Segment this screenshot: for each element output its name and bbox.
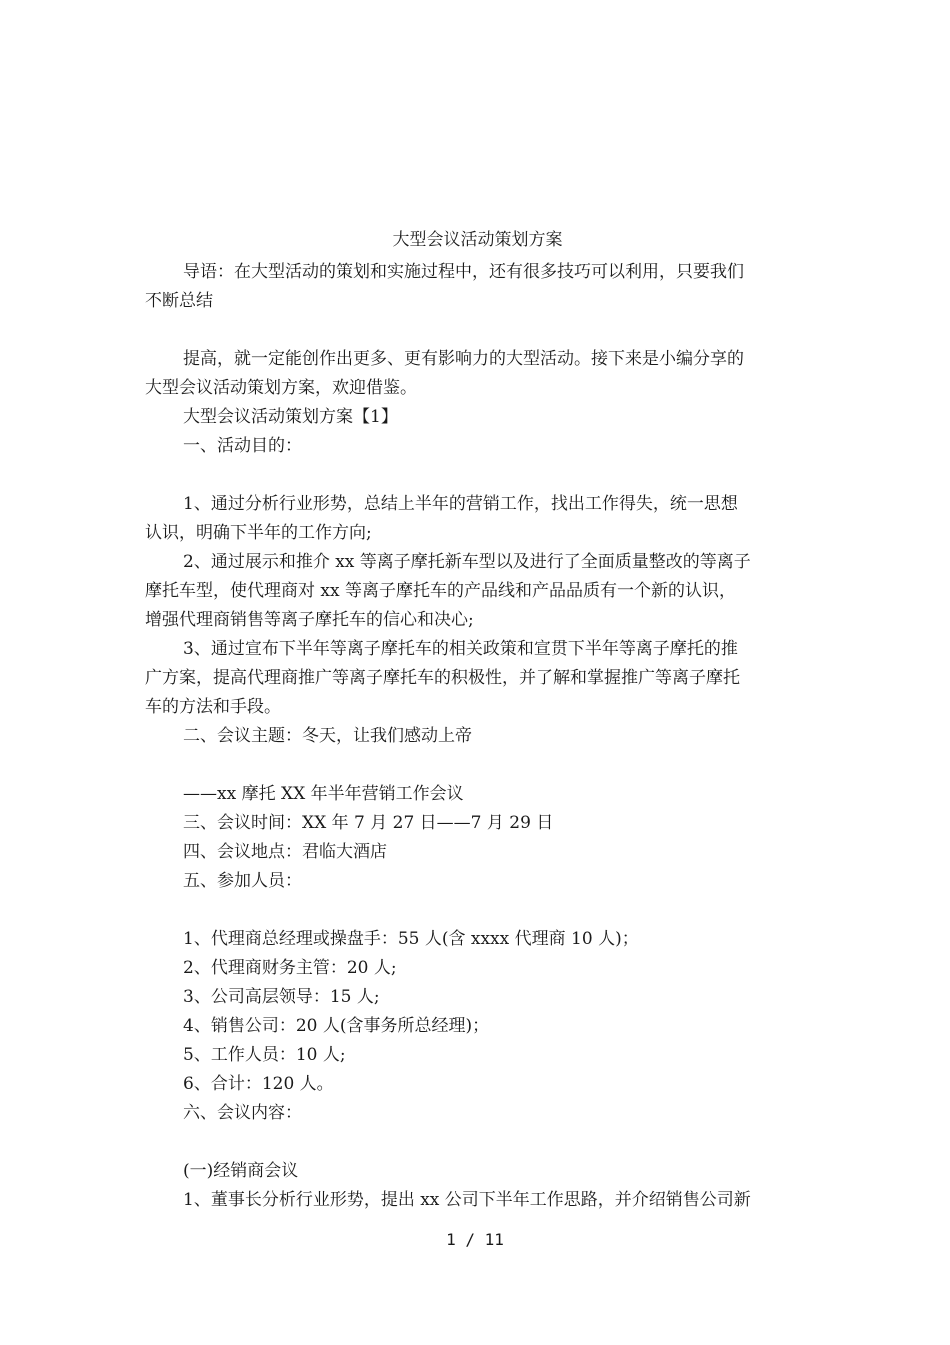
purpose-3-line-2: 广方案，提高代理商推广等离子摩托车的积极性，并了解和掌握推广等离子摩托 — [145, 668, 740, 688]
purpose-1-line-1: 1、通过分析行业形势，总结上半年的营销工作，找出工作得失，统一思想 — [183, 494, 738, 514]
purpose-2-line-2: 摩托车型，使代理商对 xx 等离子摩托车的产品线和产品品质有一个新的认识， — [145, 581, 736, 601]
blank-line — [145, 896, 810, 925]
blank-line — [145, 1128, 810, 1157]
blank-line — [145, 461, 810, 490]
intro-line-4: 大型会议活动策划方案，欢迎借鉴。 — [145, 378, 417, 398]
participant-item-5: 5、工作人员：10 人; — [183, 1045, 346, 1065]
intro-line-3: 提高，就一定能创作出更多、更有影响力的大型活动。接下来是小编分享的 — [183, 349, 744, 369]
purpose-2-line-1: 2、通过展示和推介 xx 等离子摩托新车型以及进行了全面质量整改的等离子 — [183, 552, 751, 572]
blank-line — [145, 316, 810, 345]
heading-activity-purpose: 一、活动目的： — [183, 436, 302, 456]
purpose-3-line-1: 3、通过宣布下半年等离子摩托车的相关政策和宣贯下半年等离子摩托的推 — [183, 639, 738, 659]
intro-line-2: 不断总结 — [145, 291, 213, 311]
page-number: 1 / 11 — [446, 1230, 504, 1249]
heading-meeting-venue: 四、会议地点：君临大酒店 — [183, 842, 387, 862]
meeting-subtitle: ——xx 摩托 XX 年半年营销工作会议 — [183, 784, 464, 804]
heading-participants: 五、参加人员： — [183, 871, 302, 891]
participant-total: 6、合计：120 人。 — [183, 1074, 334, 1094]
subheading-dealer-meeting: (一)经销商会议 — [183, 1161, 299, 1181]
intro-line-1: 导语：在大型活动的策划和实施过程中，还有很多技巧可以利用，只要我们 — [183, 262, 744, 282]
purpose-2-line-3: 增强代理商销售等离子摩托车的信心和决心; — [145, 610, 474, 630]
blank-line — [145, 751, 810, 780]
participant-item-4: 4、销售公司：20 人(含事务所总经理)； — [183, 1016, 490, 1036]
heading-meeting-content: 六、会议内容： — [183, 1103, 302, 1123]
document-body — [145, 226, 810, 1215]
purpose-3-line-3: 车的方法和手段。 — [145, 697, 281, 717]
document-title: 大型会议活动策划方案 — [392, 230, 563, 250]
participant-item-3: 3、公司高层领导：15 人; — [183, 987, 380, 1007]
heading-meeting-theme: 二、会议主题：冬天，让我们感动上帝 — [183, 726, 472, 746]
participant-item-1: 1、代理商总经理或操盘手：55 人(含 xxxx 代理商 10 人)； — [183, 929, 639, 949]
content-item-1: 1、董事长分析行业形势，提出 xx 公司下半年工作思路，并介绍销售公司新 — [183, 1190, 751, 1210]
participant-item-2: 2、代理商财务主管：20 人; — [183, 958, 397, 978]
section-heading-1: 大型会议活动策划方案【1】 — [183, 407, 398, 427]
purpose-1-line-2: 认识，明确下半年的工作方向; — [145, 523, 372, 543]
heading-meeting-time: 三、会议时间：XX 年 7 月 27 日——7 月 29 日 — [183, 813, 554, 833]
